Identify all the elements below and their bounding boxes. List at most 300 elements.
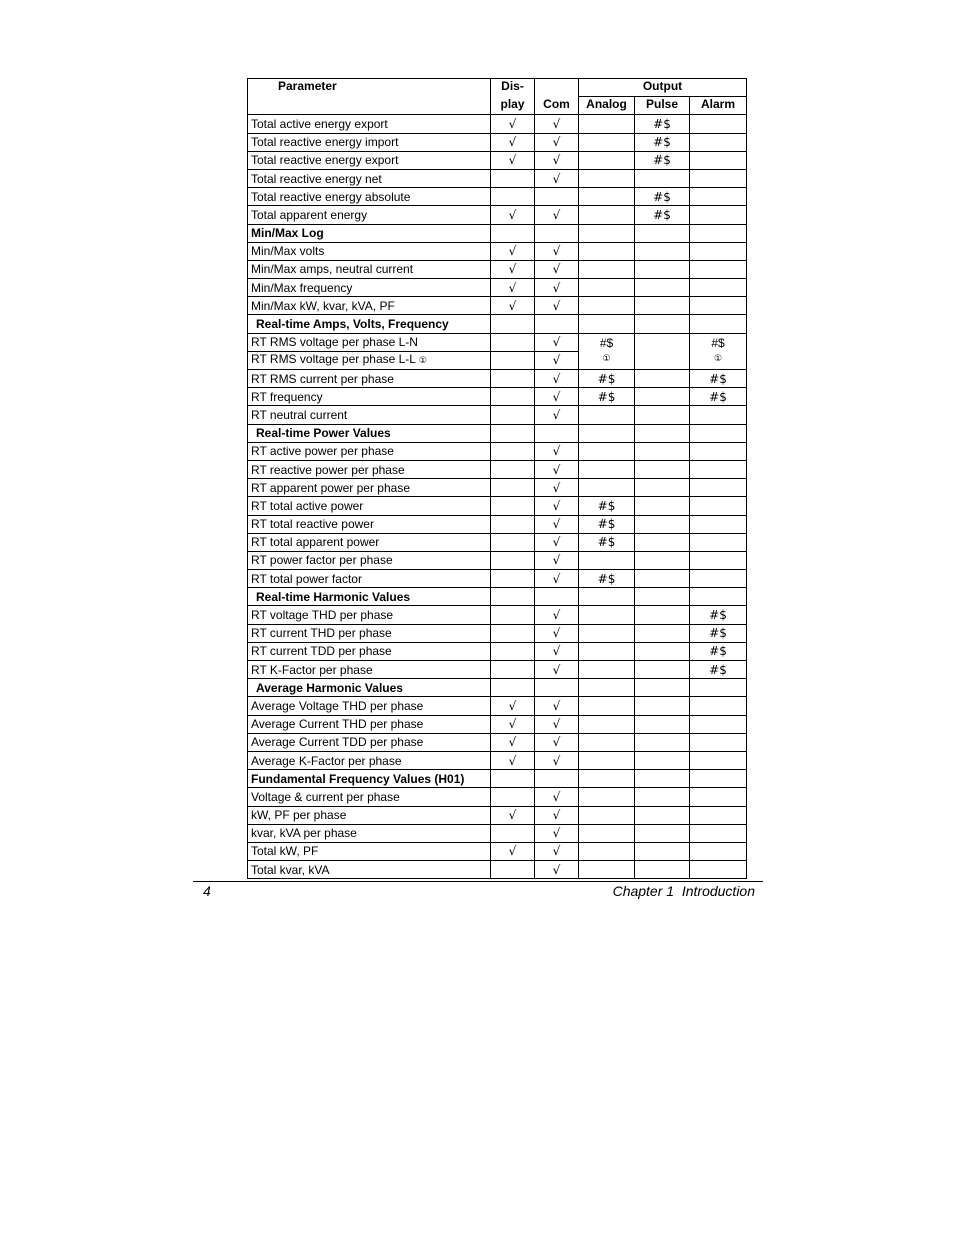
display-cell <box>491 315 535 333</box>
cell-value: #$ <box>653 135 671 150</box>
display-cell <box>491 297 535 315</box>
parameter-name <box>248 570 491 588</box>
analog-cell <box>579 169 635 187</box>
alarm-cell <box>690 842 747 860</box>
cell-value: √ <box>552 571 561 586</box>
table-row <box>248 115 747 133</box>
chapter-title: Chapter 1 Introduction <box>612 883 755 899</box>
com-cell <box>535 770 579 788</box>
parameter-label: kW, PF per phase <box>251 808 347 823</box>
alarm-cell <box>690 733 747 751</box>
parameter-label: Average Current THD per phase <box>251 717 424 732</box>
display-cell <box>491 588 535 606</box>
display-cell <box>491 424 535 442</box>
parameter-label: kvar, kVA per phase <box>251 826 357 841</box>
pulse-cell <box>635 697 690 715</box>
parameter-label: Total reactive energy absolute <box>251 189 411 204</box>
section-row <box>248 424 747 442</box>
cell-value: #$ <box>711 335 725 350</box>
pulse-cell <box>635 533 690 551</box>
pulse-cell <box>635 279 690 297</box>
analog-cell <box>579 570 635 588</box>
footnote-marker: ① <box>418 356 427 367</box>
parameter-label: Total reactive energy export <box>251 153 399 168</box>
table-row <box>248 388 747 406</box>
com-cell <box>535 169 579 187</box>
table-row <box>248 333 747 351</box>
parameter-name <box>248 606 491 624</box>
alarm-cell <box>690 588 747 606</box>
display-cell <box>491 479 535 497</box>
section-row <box>248 679 747 697</box>
com-cell <box>535 533 579 551</box>
parameter-label: RT neutral current <box>251 407 348 422</box>
display-cell <box>491 242 535 260</box>
display-cell <box>491 715 535 733</box>
parameter-name <box>248 151 491 169</box>
cell-value: #$ <box>709 371 727 386</box>
analog-cell <box>579 406 635 424</box>
alarm-cell <box>690 315 747 333</box>
parameter-name <box>248 770 491 788</box>
alarm-cell <box>690 133 747 151</box>
pulse-cell <box>635 188 690 206</box>
cell-value: √ <box>552 862 561 877</box>
display-cell <box>491 370 535 388</box>
cell-value: √ <box>552 244 561 259</box>
alarm-cell <box>690 606 747 624</box>
pulse-cell <box>635 260 690 278</box>
com-cell <box>535 406 579 424</box>
analog-cell <box>579 642 635 660</box>
cell-value: √ <box>508 698 517 713</box>
display-cell <box>491 733 535 751</box>
parameter-name <box>248 788 491 806</box>
parameter-label: RT current TDD per phase <box>251 644 392 659</box>
cell-value: #$ <box>653 153 671 168</box>
alarm-cell <box>690 188 747 206</box>
cell-value: √ <box>508 116 517 131</box>
display-cell <box>491 788 535 806</box>
page-number: 4 <box>203 883 211 899</box>
parameter-name <box>248 442 491 460</box>
display-cell <box>491 824 535 842</box>
pulse-cell <box>635 424 690 442</box>
com-cell <box>535 715 579 733</box>
analog-cell <box>579 188 635 206</box>
pulse-cell <box>635 551 690 569</box>
cell-value: √ <box>552 262 561 277</box>
pulse-cell <box>635 788 690 806</box>
alarm-cell <box>690 370 747 388</box>
pulse-cell <box>635 406 690 424</box>
cell-value: √ <box>552 717 561 732</box>
display-cell <box>491 115 535 133</box>
parameter-name <box>248 224 491 242</box>
pulse-cell <box>635 206 690 224</box>
pulse-cell <box>635 388 690 406</box>
parameter-name <box>248 733 491 751</box>
analog-cell <box>579 442 635 460</box>
alarm-cell <box>690 751 747 769</box>
table-row <box>248 842 747 860</box>
parameter-label: Total reactive energy import <box>251 135 399 150</box>
parameter-name <box>248 388 491 406</box>
display-cell <box>491 679 535 697</box>
parameter-label: RT total power factor <box>251 571 362 586</box>
footnote-marker: ① <box>713 353 723 364</box>
alarm-cell <box>690 388 747 406</box>
cell-value: √ <box>508 717 517 732</box>
com-cell <box>535 460 579 478</box>
cell-value: √ <box>552 371 561 386</box>
parameter-name <box>248 351 491 369</box>
analog-cell <box>579 806 635 824</box>
analog-cell <box>579 151 635 169</box>
pulse-cell <box>635 715 690 733</box>
cell-value: #$ <box>653 207 671 222</box>
pulse-cell <box>635 333 690 369</box>
cell-value: √ <box>508 735 517 750</box>
analog-cell <box>579 424 635 442</box>
pulse-cell <box>635 679 690 697</box>
alarm-cell <box>690 460 747 478</box>
com-cell <box>535 806 579 824</box>
parameter-name <box>248 260 491 278</box>
cell-value: #$ <box>599 335 614 350</box>
parameter-name <box>248 861 491 879</box>
parameter-label: RT total apparent power <box>251 535 380 550</box>
footer-rule <box>193 881 763 882</box>
com-cell <box>535 861 579 879</box>
display-cell <box>491 533 535 551</box>
table-row <box>248 661 747 679</box>
parameter-label: RT voltage THD per phase <box>251 608 394 623</box>
com-cell <box>535 606 579 624</box>
alarm-cell <box>690 151 747 169</box>
display-cell <box>491 333 535 351</box>
com-cell <box>535 733 579 751</box>
cell-value: √ <box>552 462 561 477</box>
display-cell <box>491 770 535 788</box>
table-body <box>248 115 747 879</box>
table-row <box>248 206 747 224</box>
pulse-cell <box>635 733 690 751</box>
analog-cell <box>579 224 635 242</box>
cell-value: #$ <box>597 498 616 513</box>
analog-cell <box>579 260 635 278</box>
display-cell <box>491 406 535 424</box>
com-cell <box>535 424 579 442</box>
table-row <box>248 861 747 879</box>
cell-value: √ <box>552 153 561 168</box>
display-cell <box>491 697 535 715</box>
header-analog: Analog <box>579 97 635 115</box>
cell-value: √ <box>552 644 561 659</box>
com-cell <box>535 588 579 606</box>
cell-value: #$ <box>653 116 671 131</box>
cell-value: √ <box>552 480 561 495</box>
analog-cell <box>579 133 635 151</box>
analog-cell <box>579 460 635 478</box>
com-cell <box>535 388 579 406</box>
parameter-name <box>248 624 491 642</box>
com-cell <box>535 297 579 315</box>
parameter-name <box>248 515 491 533</box>
parameter-label: Min/Max Log <box>251 226 324 241</box>
parameter-label: Min/Max amps, neutral current <box>251 262 414 277</box>
analog-cell <box>579 551 635 569</box>
alarm-cell <box>690 642 747 660</box>
table-row <box>248 715 747 733</box>
alarm-cell <box>690 279 747 297</box>
com-cell <box>535 115 579 133</box>
pulse-cell <box>635 824 690 842</box>
cell-value: √ <box>552 826 561 841</box>
pulse-cell <box>635 642 690 660</box>
cell-value: √ <box>508 844 517 859</box>
analog-cell <box>579 788 635 806</box>
cell-value: #$ <box>597 389 616 404</box>
parameter-table <box>247 78 747 879</box>
parameter-name <box>248 697 491 715</box>
parameter-label: Average Harmonic Values <box>256 680 403 695</box>
section-row <box>248 315 747 333</box>
pulse-cell <box>635 861 690 879</box>
com-cell <box>535 788 579 806</box>
parameter-name <box>248 188 491 206</box>
cell-value: √ <box>508 135 517 150</box>
alarm-cell <box>690 679 747 697</box>
header-pulse: Pulse <box>635 97 690 115</box>
alarm-cell <box>690 533 747 551</box>
parameter-name <box>248 133 491 151</box>
parameter-name <box>248 588 491 606</box>
pulse-cell <box>635 751 690 769</box>
cell-value: √ <box>508 207 517 222</box>
parameter-name <box>248 460 491 478</box>
pulse-cell <box>635 460 690 478</box>
cell-value: #$ <box>597 517 616 532</box>
analog-cell <box>579 588 635 606</box>
analog-cell <box>579 497 635 515</box>
cell-value: √ <box>508 153 517 168</box>
table-row <box>248 642 747 660</box>
display-cell <box>491 279 535 297</box>
table-row <box>248 460 747 478</box>
parameter-label: RT RMS voltage per phase L-N <box>251 335 418 350</box>
cell-value: √ <box>508 280 517 295</box>
pulse-cell <box>635 169 690 187</box>
display-cell <box>491 624 535 642</box>
analog-cell <box>579 824 635 842</box>
display-cell <box>491 133 535 151</box>
display-cell <box>491 606 535 624</box>
parameter-label: Total kW, PF <box>251 844 319 859</box>
section-row <box>248 770 747 788</box>
alarm-cell <box>690 424 747 442</box>
analog-cell <box>579 606 635 624</box>
cell-value: √ <box>552 498 561 513</box>
parameter-label: Average Voltage THD per phase <box>251 698 424 713</box>
display-cell <box>491 351 535 369</box>
table-row <box>248 533 747 551</box>
cell-value: √ <box>552 808 561 823</box>
parameter-label: Fundamental Frequency Values (H01) <box>251 771 465 786</box>
parameter-name <box>248 715 491 733</box>
header-output: Output <box>579 79 747 97</box>
pulse-cell <box>635 297 690 315</box>
parameter-label: RT RMS voltage per phase L-L <box>251 352 416 367</box>
display-cell <box>491 442 535 460</box>
parameter-name <box>248 479 491 497</box>
cell-value: √ <box>552 517 561 532</box>
table-row <box>248 788 747 806</box>
pulse-cell <box>635 770 690 788</box>
footnote-marker: ① <box>602 353 611 364</box>
alarm-cell <box>690 806 747 824</box>
table-row <box>248 406 747 424</box>
parameter-name <box>248 424 491 442</box>
analog-cell <box>579 206 635 224</box>
header-com: Com <box>535 97 579 115</box>
alarm-cell <box>690 206 747 224</box>
alarm-cell <box>690 260 747 278</box>
alarm-cell <box>690 297 747 315</box>
cell-value: #$ <box>709 644 727 659</box>
display-cell <box>491 806 535 824</box>
table-row <box>248 279 747 297</box>
analog-cell <box>579 751 635 769</box>
com-cell <box>535 188 579 206</box>
alarm-cell <box>690 661 747 679</box>
display-cell <box>491 224 535 242</box>
alarm-cell <box>690 406 747 424</box>
display-cell <box>491 188 535 206</box>
cell-value: √ <box>552 789 561 804</box>
com-cell <box>535 570 579 588</box>
pulse-cell <box>635 515 690 533</box>
parameter-label: Real-time Amps, Volts, Frequency <box>256 317 449 332</box>
table-row <box>248 133 747 151</box>
parameter-label: Average Current TDD per phase <box>251 735 424 750</box>
display-cell <box>491 661 535 679</box>
pulse-cell <box>635 588 690 606</box>
parameter-label: RT frequency <box>251 389 323 404</box>
parameter-name <box>248 242 491 260</box>
com-cell <box>535 224 579 242</box>
table-row <box>248 751 747 769</box>
cell-value: √ <box>552 753 561 768</box>
cell-value: √ <box>508 753 517 768</box>
com-cell <box>535 661 579 679</box>
alarm-cell <box>690 497 747 515</box>
cell-value: #$ <box>709 662 727 677</box>
cell-value: √ <box>508 298 517 313</box>
cell-value: √ <box>552 298 561 313</box>
table-row <box>248 297 747 315</box>
com-cell <box>535 515 579 533</box>
parameter-label: Real-time Power Values <box>256 426 391 441</box>
cell-value: √ <box>552 553 561 568</box>
header-display-bottom: play <box>491 97 535 115</box>
com-cell <box>535 279 579 297</box>
table-row <box>248 697 747 715</box>
com-cell <box>535 642 579 660</box>
parameter-label: RT total reactive power <box>251 517 374 532</box>
analog-cell <box>579 861 635 879</box>
alarm-cell <box>690 788 747 806</box>
pulse-cell <box>635 315 690 333</box>
table-row <box>248 551 747 569</box>
parameter-name <box>248 661 491 679</box>
pulse-cell <box>635 370 690 388</box>
table-row <box>248 169 747 187</box>
com-cell <box>535 679 579 697</box>
table-row <box>248 260 747 278</box>
header-display-top: Dis- <box>491 79 535 97</box>
pulse-cell <box>635 842 690 860</box>
alarm-cell <box>690 115 747 133</box>
table-row <box>248 606 747 624</box>
cell-value: #$ <box>709 389 727 404</box>
display-cell <box>491 388 535 406</box>
cell-value: #$ <box>597 371 616 386</box>
analog-cell <box>579 733 635 751</box>
parameter-name <box>248 315 491 333</box>
com-cell <box>535 333 579 351</box>
alarm-cell <box>690 242 747 260</box>
header-com-top <box>535 79 579 97</box>
parameter-label: RT total active power <box>251 498 364 513</box>
parameter-name <box>248 206 491 224</box>
analog-cell <box>579 842 635 860</box>
parameter-name <box>248 370 491 388</box>
cell-value: √ <box>552 135 561 150</box>
cell-value: √ <box>552 407 561 422</box>
cell-value: √ <box>552 116 561 131</box>
com-cell <box>535 351 579 369</box>
parameter-name <box>248 824 491 842</box>
analog-cell <box>579 479 635 497</box>
cell-value: √ <box>552 735 561 750</box>
display-cell <box>491 151 535 169</box>
com-cell <box>535 151 579 169</box>
parameter-label: Average K-Factor per phase <box>251 753 402 768</box>
cell-value: √ <box>552 207 561 222</box>
analog-cell <box>579 279 635 297</box>
analog-cell <box>579 697 635 715</box>
pulse-cell <box>635 442 690 460</box>
display-cell <box>491 169 535 187</box>
analog-cell <box>579 715 635 733</box>
alarm-cell <box>690 515 747 533</box>
com-cell <box>535 479 579 497</box>
com-cell <box>535 497 579 515</box>
parameter-name <box>248 279 491 297</box>
parameter-label: RT current THD per phase <box>251 626 392 641</box>
com-cell <box>535 697 579 715</box>
display-cell <box>491 260 535 278</box>
alarm-cell <box>690 770 747 788</box>
section-row <box>248 224 747 242</box>
parameter-name <box>248 333 491 351</box>
table-row <box>248 733 747 751</box>
cell-value: #$ <box>597 535 616 550</box>
display-cell <box>491 515 535 533</box>
parameter-label: RT RMS current per phase <box>251 371 394 386</box>
parameter-name <box>248 751 491 769</box>
